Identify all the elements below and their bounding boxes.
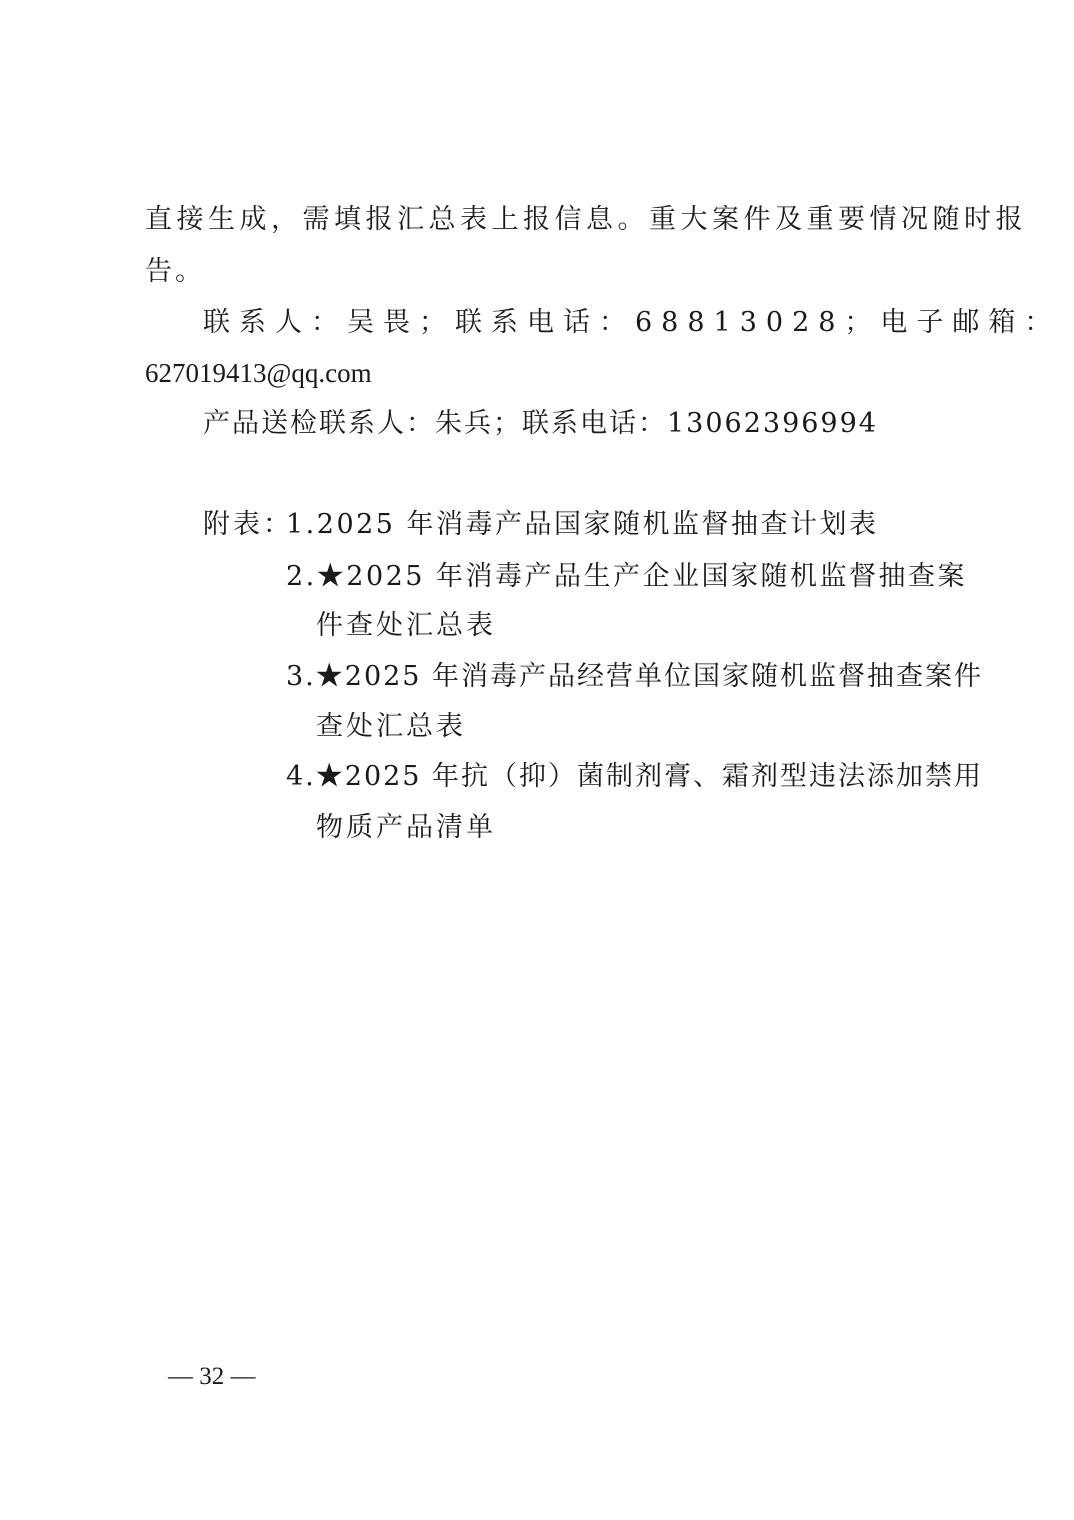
contact-line: 联系人：吴畏；联系电话：68813028；电子邮箱： (203, 307, 1061, 338)
contact-email: 627019413@qq.com (145, 358, 372, 388)
attachment-item-4: 4.★2025 年抗（抑）菌制剂膏、霜剂型违法添加禁用 (286, 761, 984, 792)
attachment-item-3-cont: 查处汇总表 (316, 711, 466, 742)
paragraph-line-1: 直接生成，需填报汇总表上报信息。重大案件及重要情况随时报 (145, 204, 1027, 235)
attachment-item-3: 3.★2025 年消毒产品经营单位国家随机监督抽查案件 (286, 661, 984, 692)
attachment-item-2-cont: 件查处汇总表 (316, 610, 496, 641)
page-number: — 32 — (168, 1363, 256, 1390)
attachment-item-4-cont: 物质产品清单 (316, 812, 496, 843)
attachment-item-2: 2.★2025 年消毒产品生产企业国家随机监督抽查案 (286, 561, 968, 592)
inspection-contact-line: 产品送检联系人：朱兵；联系电话：13062396994 (203, 408, 878, 439)
attachment-item-1: 1.2025 年消毒产品国家随机监督抽查计划表 (286, 509, 879, 540)
paragraph-line-2: 告。 (145, 256, 205, 287)
attachments-label: 附表： (203, 509, 293, 540)
